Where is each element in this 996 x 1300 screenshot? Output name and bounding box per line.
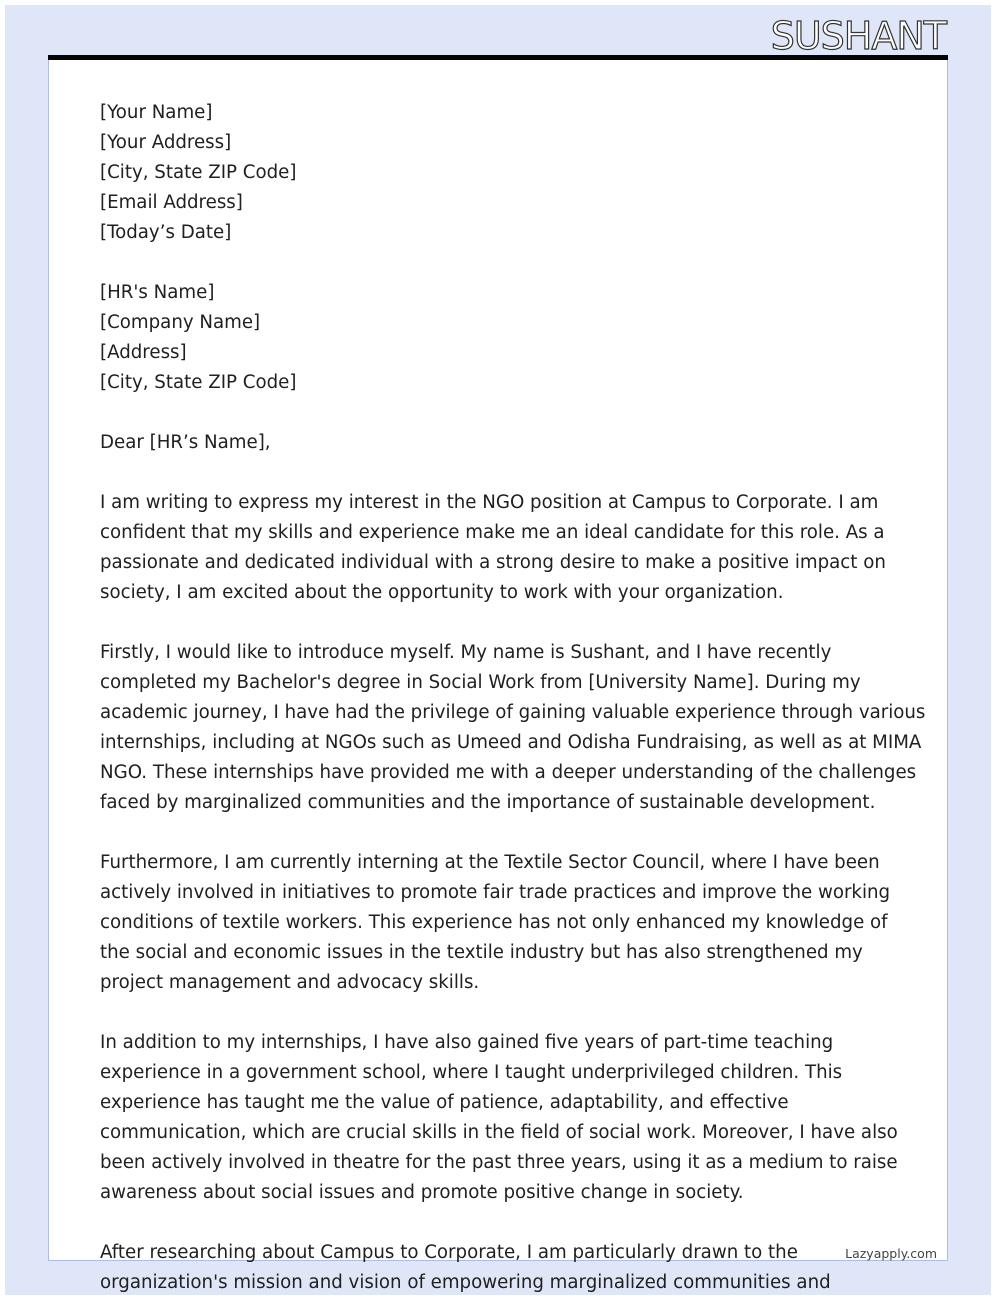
paragraph-line: faced by marginalized communities and the importance of sustainable development.	[100, 792, 876, 813]
sender-block	[100, 98, 895, 248]
paragraph-organization-fit	[100, 1238, 895, 1298]
paragraph-line: been actively involved in theatre for the past three years, using it as a medium to raise	[100, 1152, 898, 1173]
paragraph-line: awareness about social issues and promote positive change in society.	[100, 1182, 744, 1203]
paragraph-line: academic journey, I have had the privilege of gaining valuable experience through various	[100, 702, 926, 723]
paragraph-line: After researching about Campus to Corporate, I am particularly drawn to the	[100, 1242, 798, 1263]
sender-email: [Email Address]	[100, 192, 243, 213]
paragraph-line: society, I am excited about the opportunity to work with your organization.	[100, 582, 784, 603]
cover-letter-body	[100, 98, 926, 1298]
paragraph-intro	[100, 488, 895, 608]
watermark: Lazyapply.com	[845, 1246, 937, 1261]
recipient-city: [City, State ZIP Code]	[100, 372, 297, 393]
paragraph-line: the social and economic issues in the textile industry but has also strengthened my	[100, 942, 863, 963]
paragraph-line: completed my Bachelor's degree in Social Work from [University Name]. During my	[100, 672, 861, 693]
paragraph-line: actively involved in initiatives to promote fair trade practices and improve the working	[100, 882, 891, 903]
sender-address: [Your Address]	[100, 132, 232, 153]
paragraph-line: Firstly, I would like to introduce myself. My name is Sushant, and I have recently	[100, 642, 832, 663]
paragraph-teaching-theatre	[100, 1028, 898, 1208]
paragraph-line: conditions of textile workers. This experience has not only enhanced my knowledge of	[100, 912, 888, 933]
recipient-block	[100, 278, 895, 398]
paragraph-line: internships, including at NGOs such as Umeed and Odisha Fundraising, as well as at MIMA	[100, 732, 922, 753]
paragraph-line: Furthermore, I am currently interning at the Textile Sector Council, where I have been	[100, 852, 880, 873]
salutation: Dear [HR’s Name],	[100, 432, 271, 453]
paragraph-line: In addition to my internships, I have also gained five years of part-time teaching	[100, 1032, 834, 1053]
paragraph-line: experience in a government school, where I taught underprivileged children. This	[100, 1062, 843, 1083]
paragraph-line: experience has taught me the value of patience, adaptability, and effective	[100, 1092, 789, 1113]
letter-date: [Today’s Date]	[100, 222, 232, 243]
paragraph-background	[100, 638, 926, 818]
recipient-address: [Address]	[100, 342, 187, 363]
paragraph-line: organization's mission and vision of empowering marginalized communities and	[100, 1272, 831, 1293]
sender-city: [City, State ZIP Code]	[100, 162, 297, 183]
recipient-name: [HR's Name]	[100, 282, 215, 303]
paragraph-line: confident that my skills and experience make me an ideal candidate for this role. As a	[100, 522, 885, 543]
sender-name: [Your Name]	[100, 102, 213, 123]
paragraph-line: project management and advocacy skills.	[100, 972, 480, 993]
brand-name: SUSHANT	[770, 14, 946, 58]
paragraph-line: passionate and dedicated individual with a strong desire to make a positive impact on	[100, 552, 886, 573]
paragraph-current-internship	[100, 848, 895, 998]
paragraph-line: I am writing to express my interest in the NGO position at Campus to Corporate. I am	[100, 492, 879, 513]
paragraph-line: communication, which are crucial skills in the field of social work. Moreover, I have also	[100, 1122, 898, 1143]
paragraph-line: NGO. These internships have provided me with a deeper understanding of the challenges	[100, 762, 917, 783]
recipient-company: [Company Name]	[100, 312, 261, 333]
